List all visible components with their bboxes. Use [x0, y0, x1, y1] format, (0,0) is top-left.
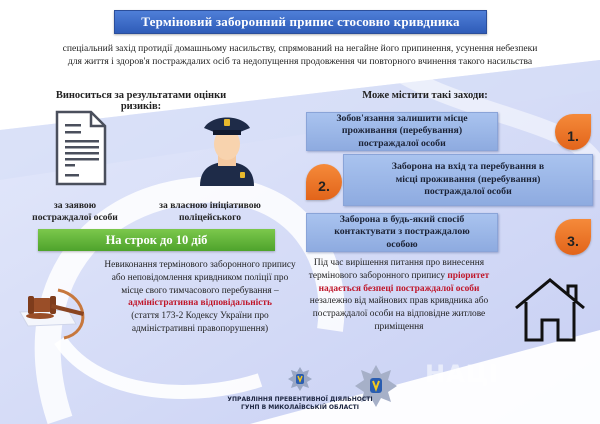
decision-before: Під час вирішення питання про винесення термінового заборонного припису	[308, 258, 485, 281]
measure-3-text: Заборона в будь-який спосіб контактувати з постраждалою особою	[334, 213, 470, 250]
police-badge-small-icon	[287, 366, 313, 392]
police-officer-icon	[192, 110, 262, 186]
caption-by-police-line-2: поліцейського	[178, 212, 241, 223]
footer-line-2: ГУНП В МИКОЛАЇВСЬКІЙ ОБЛАСТІ	[241, 404, 359, 411]
decision-highlight: пріоритет надається безпеці постраждалої особи	[318, 270, 490, 294]
decision-text	[300, 257, 498, 334]
gavel-icon	[18, 282, 94, 340]
right-heading: Може містити такі заходи:	[362, 90, 488, 101]
warning-highlight: адміністративна відповідальність	[128, 298, 272, 309]
measure-number-3-badge: 3.	[555, 219, 591, 255]
caption-by-victim-line-2: постраждалої особи	[32, 212, 118, 223]
measure-card-2	[343, 154, 593, 206]
measure-card-3	[306, 213, 498, 252]
intro-line-1: спеціальний захід протидії домашньому насильству, спрямований на негайне його припинення, усунення небезпеки	[62, 43, 538, 54]
measure-number-1-badge: 1.	[555, 114, 591, 150]
warning-note: (стаття 173-2 Кодексу України про адміністративні правопорушення)	[131, 311, 269, 334]
caption-by-victim-line-1: за заявою	[53, 200, 97, 211]
caption-by-police-line-1: за власною ініціативою	[159, 200, 261, 211]
measure-1-text: Зобов'язання залишити місце проживання (перебування) постраждалої особи	[336, 112, 468, 149]
house-icon	[512, 276, 588, 344]
footer-line-1: УПРАВЛІННЯ ПРЕВЕНТИВНОЇ ДІЯЛЬНОСТІ	[227, 396, 373, 403]
footer-organization	[215, 396, 385, 412]
decision-after: незалежно від майнових прав кривдника або постраждалої особи на відповідне житлове приміщення	[309, 296, 489, 332]
intro-line-2: для життя і здоров'я постраждалих осіб та недопущення продовження чи повторного вчинення такого насильства	[67, 56, 533, 67]
left-heading: Виноситься за результатами оцінки ризиків:	[55, 90, 227, 112]
measure-card-1	[306, 112, 498, 151]
measure-2-text: Заборона на вхід та перебування в місці проживання (перебування) постраждалої особи	[391, 161, 545, 198]
intro-text	[5, 42, 595, 68]
page-title: Терміновий заборонний припис стосовно кривдника	[114, 10, 487, 34]
watermark-text: НАЦІ	[425, 360, 499, 388]
caption-by-police	[145, 200, 275, 224]
document-icon	[55, 110, 107, 186]
duration-banner: На строк до 10 діб	[38, 229, 275, 251]
caption-by-victim	[20, 200, 130, 224]
warning-body: Невиконання термінового заборонного припису або неповідомлення кривдником поліції про місце свого тимчасового перебування –	[104, 260, 296, 296]
measure-number-2-badge: 2.	[306, 164, 342, 200]
warning-text	[100, 259, 300, 336]
